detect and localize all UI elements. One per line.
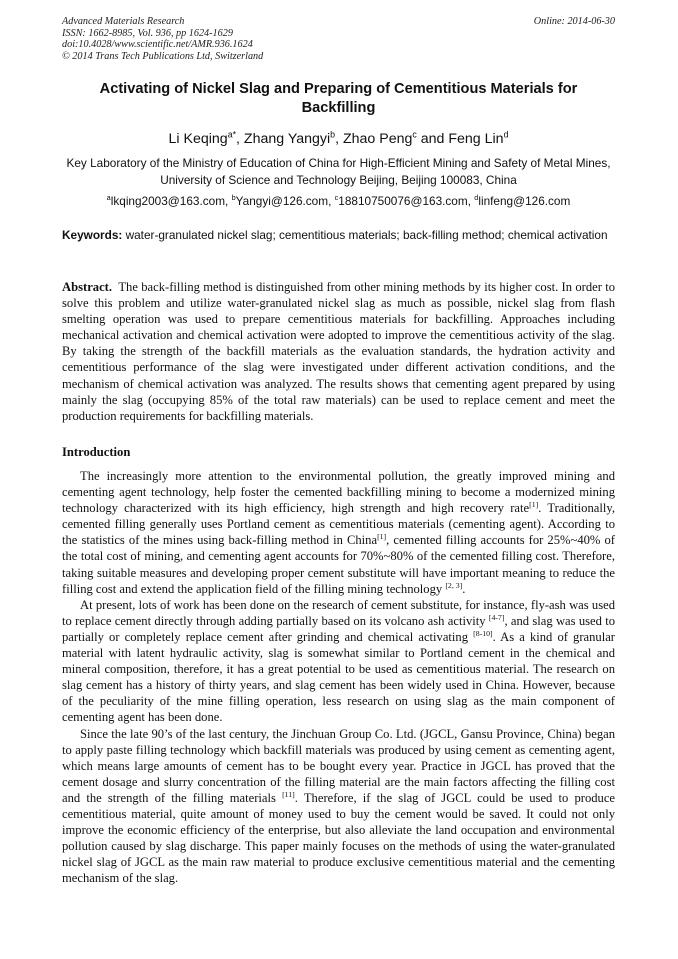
journal-name: Advanced Materials Research: [62, 16, 185, 27]
intro-paragraph: [62, 726, 615, 887]
email-address: linfeng@126.com: [478, 194, 571, 208]
section-heading-introduction: Introduction: [62, 445, 131, 459]
email-list: [62, 193, 615, 209]
email-mark: d: [474, 193, 479, 203]
paragraph-text: . Traditionally, cemented filling generally uses Portland cement as cementitious materials (cementing agent). According to the statistics of the mines using back-filling method in China: [62, 501, 615, 548]
citation-ref: [4-7]: [488, 612, 505, 622]
author-mark: c: [412, 129, 417, 140]
introduction-body: [62, 468, 615, 886]
paragraph-text: . Therefore, if the slag of JGCL could be used to produce cementitious material, quite amount of money used to buy the cement would be saved. It could not only improve the economic efficiency of the enterprise, but also alleviate the land occupation and environmental pollution caused by slag discharge. This paper mainly focuses on the methods of using the water-granulated nickel slag of JGCL as the main raw material to produce exclusive cementitious material and the cementing mechanism of the slag.: [62, 790, 616, 886]
affiliation: Key Laboratory of the Ministry of Education of China for High-Efficient Mining and Safety of Metal Mines, University of Science and Technology Beijing, Beijing 100083, China: [66, 156, 611, 187]
intro-paragraph: [62, 597, 615, 726]
citation-ref: [1]: [529, 500, 539, 509]
email-address: Yangyi@126.com: [235, 194, 329, 208]
email-separator: ,: [225, 194, 232, 208]
author-list: [62, 130, 615, 148]
citation-ref: [2, 3]: [445, 580, 463, 590]
copyright-line: © 2014 Trans Tech Publications Ltd, Switzerland: [62, 50, 264, 62]
paragraph-text: , and slag was used to partially or completely replace cement after grinding and chemical activating: [62, 613, 616, 644]
keywords-text: water-granulated nickel slag; cementitious materials; back-filling method; chemical activation: [125, 228, 608, 242]
email-address: 18810750076@163.com: [338, 194, 468, 208]
paragraph-text: At present, lots of work has been done on the research of cement substitute, for instance, fly-ash was used to replace cement directly through adding partially based on its volcano ash activity: [62, 597, 615, 628]
abstract-text: The back-filling method is distinguished from other mining methods by its higher cost. In order to solve this problem and utilize water-granulated nickel slag as much as possible, nickel slag from flash smelting operation was used to prepare cementitious materials for backfilling. Approaches including mechanical activation and chemical activation were adopted to improve the cementitious activity of the slag. By taking the strength of the backfill materials as the evaluation standards, the hydration activity and cementitious performance of the slag were investigated under different activation conditions, and the mechanism of chemical activation was analyzed. The results shows that cementing agent prepared by using mainly the slag (occupying 85% of the total raw materials) can be used to replace cement and meet the production requirements for backfilling materials.: [62, 280, 615, 423]
citation-ref: [8-10]: [473, 628, 493, 638]
email-separator: ,: [467, 194, 475, 208]
paper-title: Activating of Nickel Slag and Preparing of Cementitious Materials for Backfilling: [99, 81, 578, 116]
author-mark: d: [503, 129, 509, 140]
journal-header: [62, 16, 615, 62]
paragraph-text: .: [462, 581, 466, 596]
online-date: Online: 2014-06-30: [533, 16, 615, 27]
author-name: Zhang Yangyi: [243, 131, 331, 147]
paragraph-text: Since the late 90’s of the last century, the Jinchuan Group Co. Ltd. (JGCL, Gansu Province, China) began to apply paste filling technology which backfill materials was produced by using cement as cementing agent, which means large amounts of cement has to be bought every year. Practice in JGCL has proved that the cement dosage and slurry concentration of the filling material are the main factors affecting the filling cost and the strength of the filling materials: [62, 726, 615, 805]
paragraph-text: , cemented filling accounts for 25%~40% of the total cost of mining, and cementing agent accounts for 70%~80% of the cemented filling cost. Therefore, taking suitable measures and developing proper cement substitute will have important meaning to reduce the filling cost and extend the application field of the filling mining technology: [62, 533, 615, 596]
author-name: Li Keqing: [168, 131, 228, 147]
author-name: Zhao Peng: [342, 131, 413, 147]
email-separator: ,: [328, 194, 335, 208]
email-mark: c: [334, 193, 339, 203]
abstract: [62, 279, 615, 424]
doi-line: doi:10.4028/www.scientific.net/AMR.936.1624: [62, 39, 253, 51]
author-mark: b: [330, 129, 336, 140]
email-address: lkqing2003@163.com: [110, 194, 226, 208]
keywords-label: Keywords:: [62, 228, 123, 242]
author-name: Feng Lin: [448, 131, 504, 147]
keywords: [62, 228, 615, 244]
author-separator: ,: [236, 131, 244, 147]
citation-ref: [11]: [282, 789, 295, 799]
paragraph-text: . As a kind of granular material with latent hydraulic activity, slag is somewhat similar to Portland cement in the chemical and mineral composition, therefore, it has a great potential to be used as cementitious material. The research on slag cement has a history of thirty years, and slag cement has been widely used in China. However, because of the peculiarity of the mine filling operation, less research on using slag as the main component of cementing agent has been done.: [62, 629, 615, 725]
email-mark: a: [106, 193, 111, 203]
author-mark: a*: [227, 129, 237, 140]
email-mark: b: [231, 193, 236, 203]
citation-ref: [1]: [377, 532, 387, 542]
issn-line: ISSN: 1662-8985, Vol. 936, pp 1624-1629: [62, 27, 233, 39]
intro-paragraph: [62, 468, 615, 597]
author-separator: ,: [335, 131, 343, 147]
paragraph-text: The increasingly more attention to the environmental pollution, the greatly improved mining and cementing agent technology, help foster the cemented backfilling mining to become a modernized mining technology characterized with its high efficiency, high strength and high recovery rate: [62, 469, 615, 516]
author-separator: and: [416, 131, 449, 147]
abstract-label: Abstract.: [62, 280, 113, 294]
